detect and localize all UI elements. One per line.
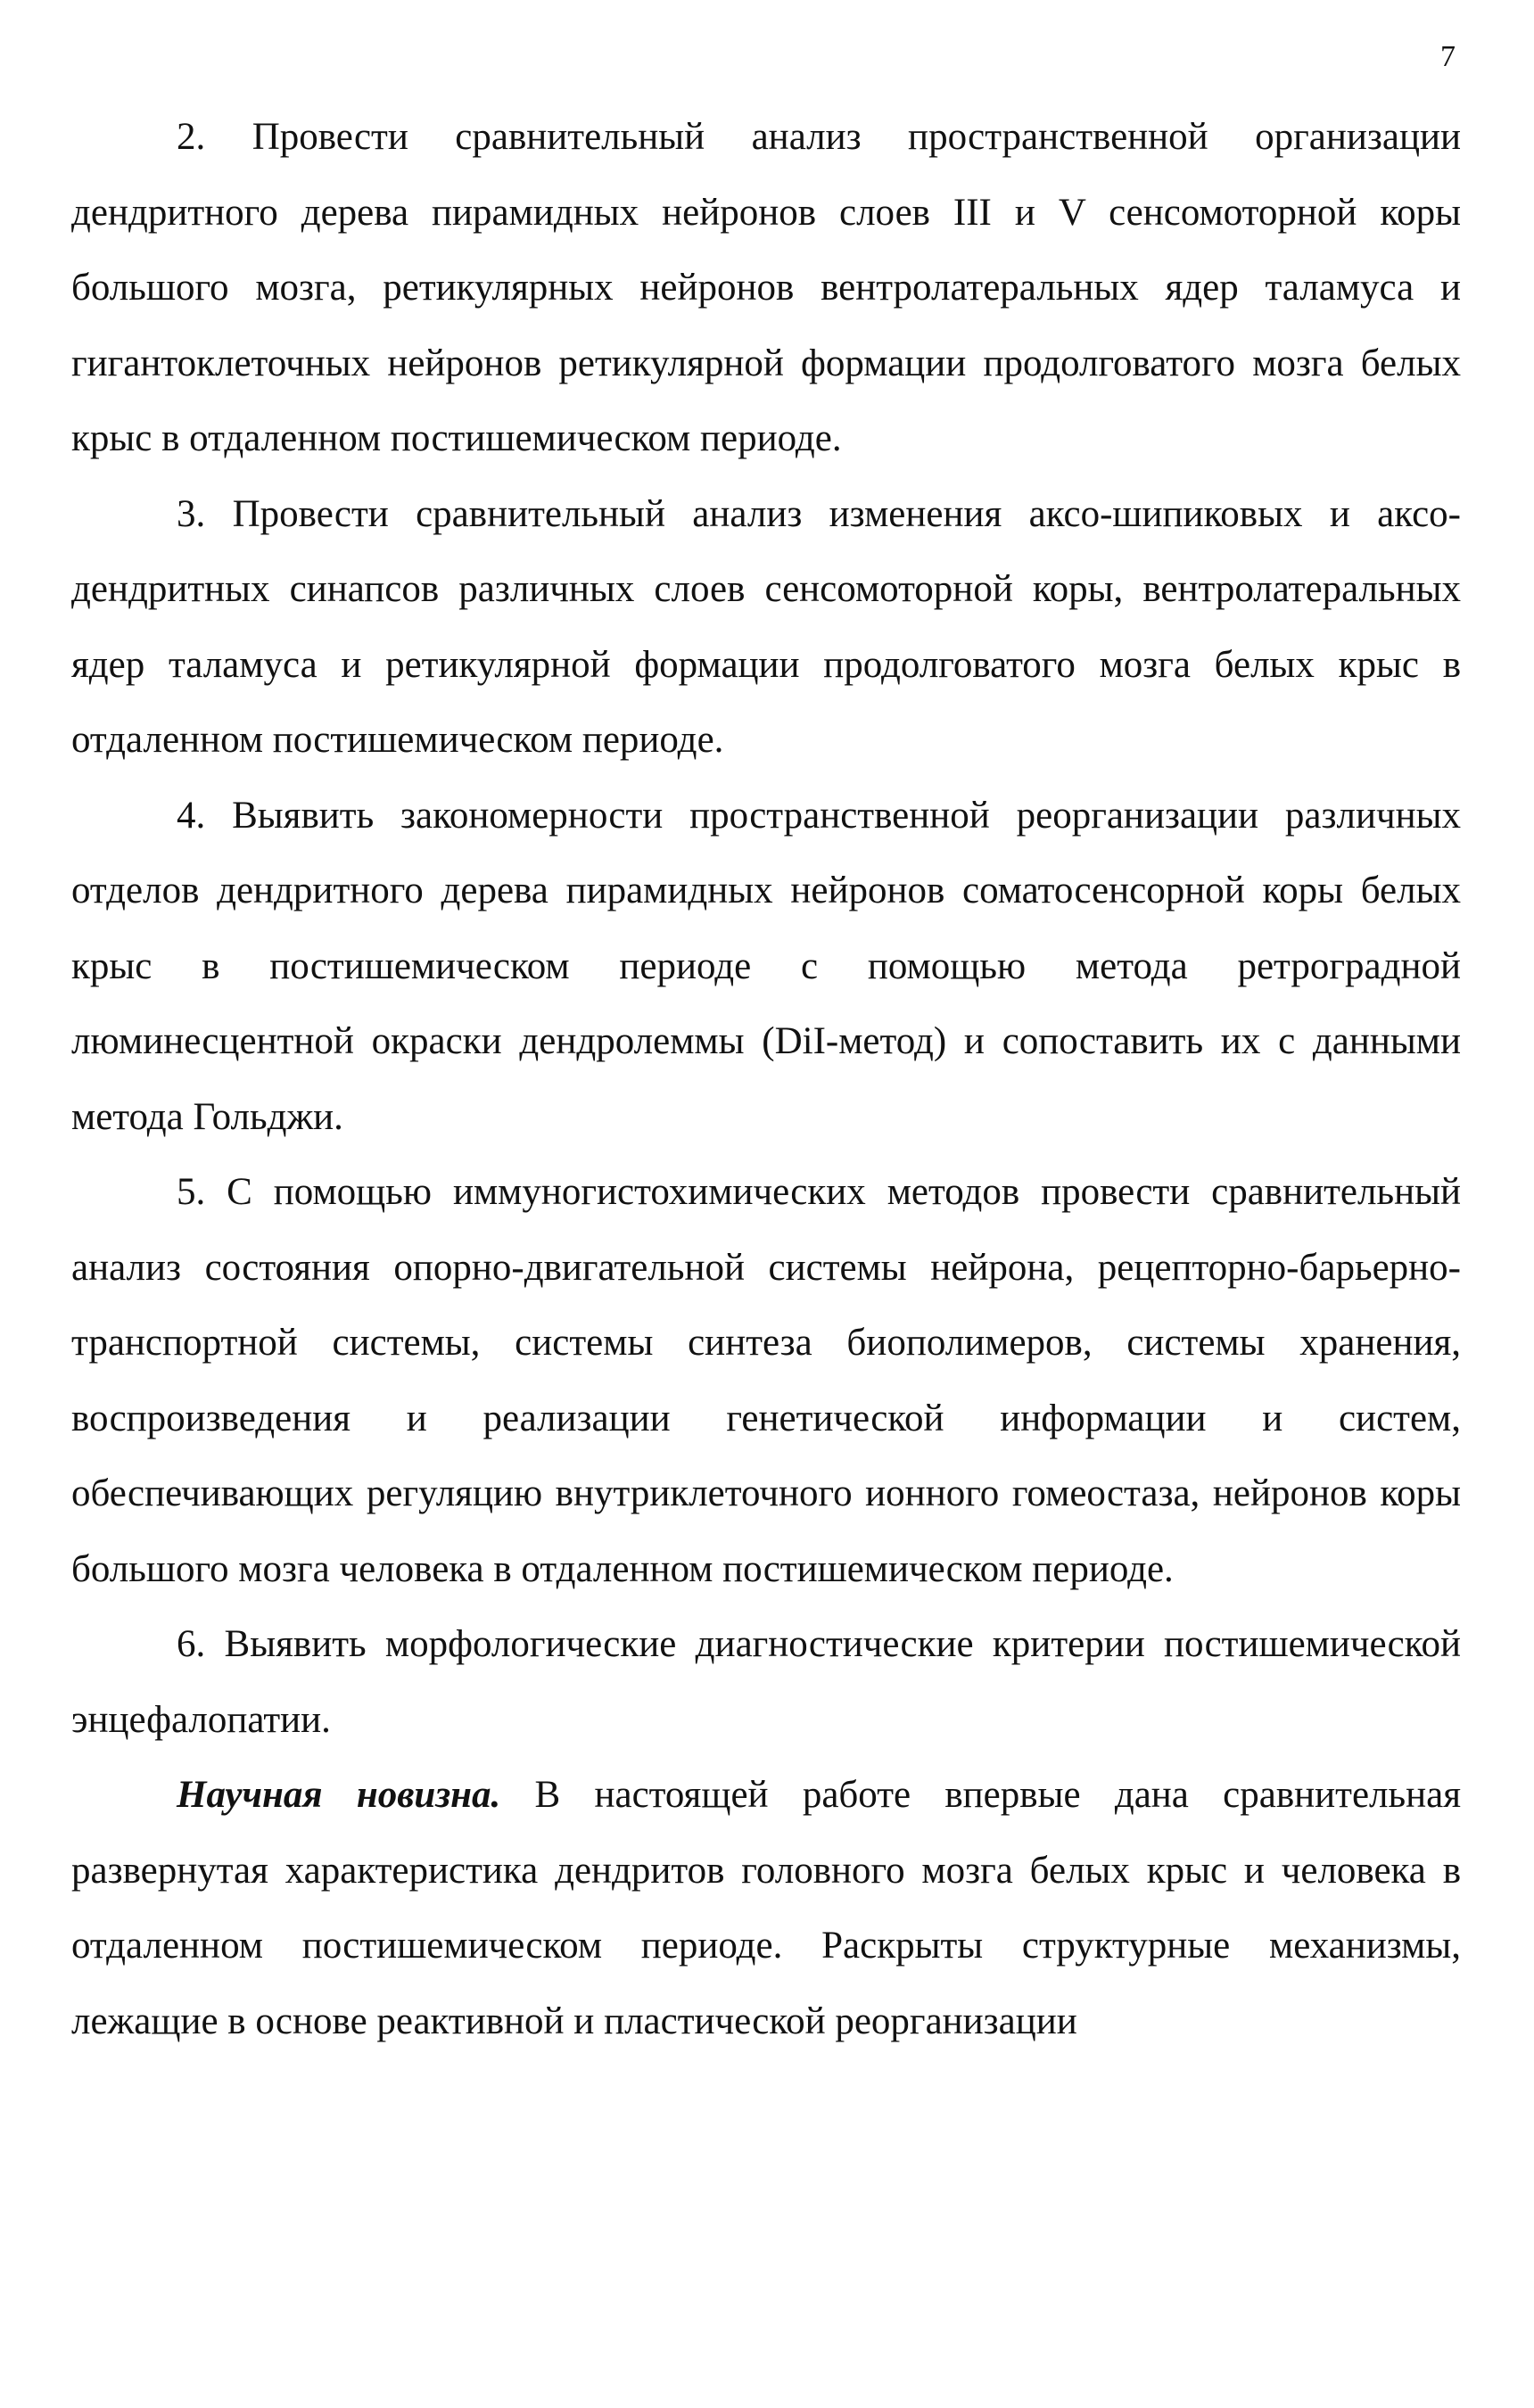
novelty-paragraph bbox=[71, 1758, 1461, 2059]
task-paragraph-3: 3. Провести сравнительный анализ изменения аксо-шипиковых и аксо-дендритных синапсов различных слоев сенсомоторной коры, вентролатеральных ядер таламуса и ретикулярной формации продолговатого мозга белых крыс в отдаленном постишемическом периоде. bbox=[71, 492, 1461, 761]
novelty-text: В настоящей работе впервые дана сравнительная развернутая характеристика дендритов головного мозга белых крыс и человека в отдаленном постишемическом периоде. Раскрыты структурные механизмы, лежащие в основе реактивной и пластической реорганизации bbox=[71, 1774, 1461, 2042]
task-paragraph-6: 6. Выявить морфологические диагностические критерии постишемической энцефалопатии. bbox=[71, 1623, 1461, 1741]
task-paragraph-5: 5. С помощью иммуногистохимических методов провести сравнительный анализ состояния опорно-двигательной системы нейрона, рецепторно-барьерно-транспортной системы, системы синтеза биополимеров, системы хранения, воспроизведения и реализации генетической информации и систем, обеспечивающих регуляцию внутриклеточного ионного гомеостаза, нейронов коры большого мозга человека в отдаленном постишемическом периоде. bbox=[71, 1171, 1461, 1590]
page-number: 7 bbox=[1440, 40, 1456, 73]
novelty-title: Научная новизна. bbox=[177, 1774, 501, 1816]
task-paragraph-4: 4. Выявить закономерности пространственной реорганизации различных отделов дендритного дерева пирамидных нейронов соматосенсорной коры белых крыс в постишемическом периоде с помощью метода ретроградной люминесцентной окраски дендролеммы (DiI-метод) и сопоставить их с данными метода Гольджи. bbox=[71, 794, 1461, 1138]
task-paragraph-2: 2. Провести сравнительный анализ пространственной организации дендритного дерева пирамидных нейронов слоев III и V сенсомоторной коры большого мозга, ретикулярных нейронов вентролатеральных ядер таламуса и гигантоклеточных нейронов ретикулярной формации продолговатого мозга белых крыс в отдаленном постишемическом периоде. bbox=[71, 116, 1461, 459]
body-text bbox=[71, 100, 1461, 2059]
